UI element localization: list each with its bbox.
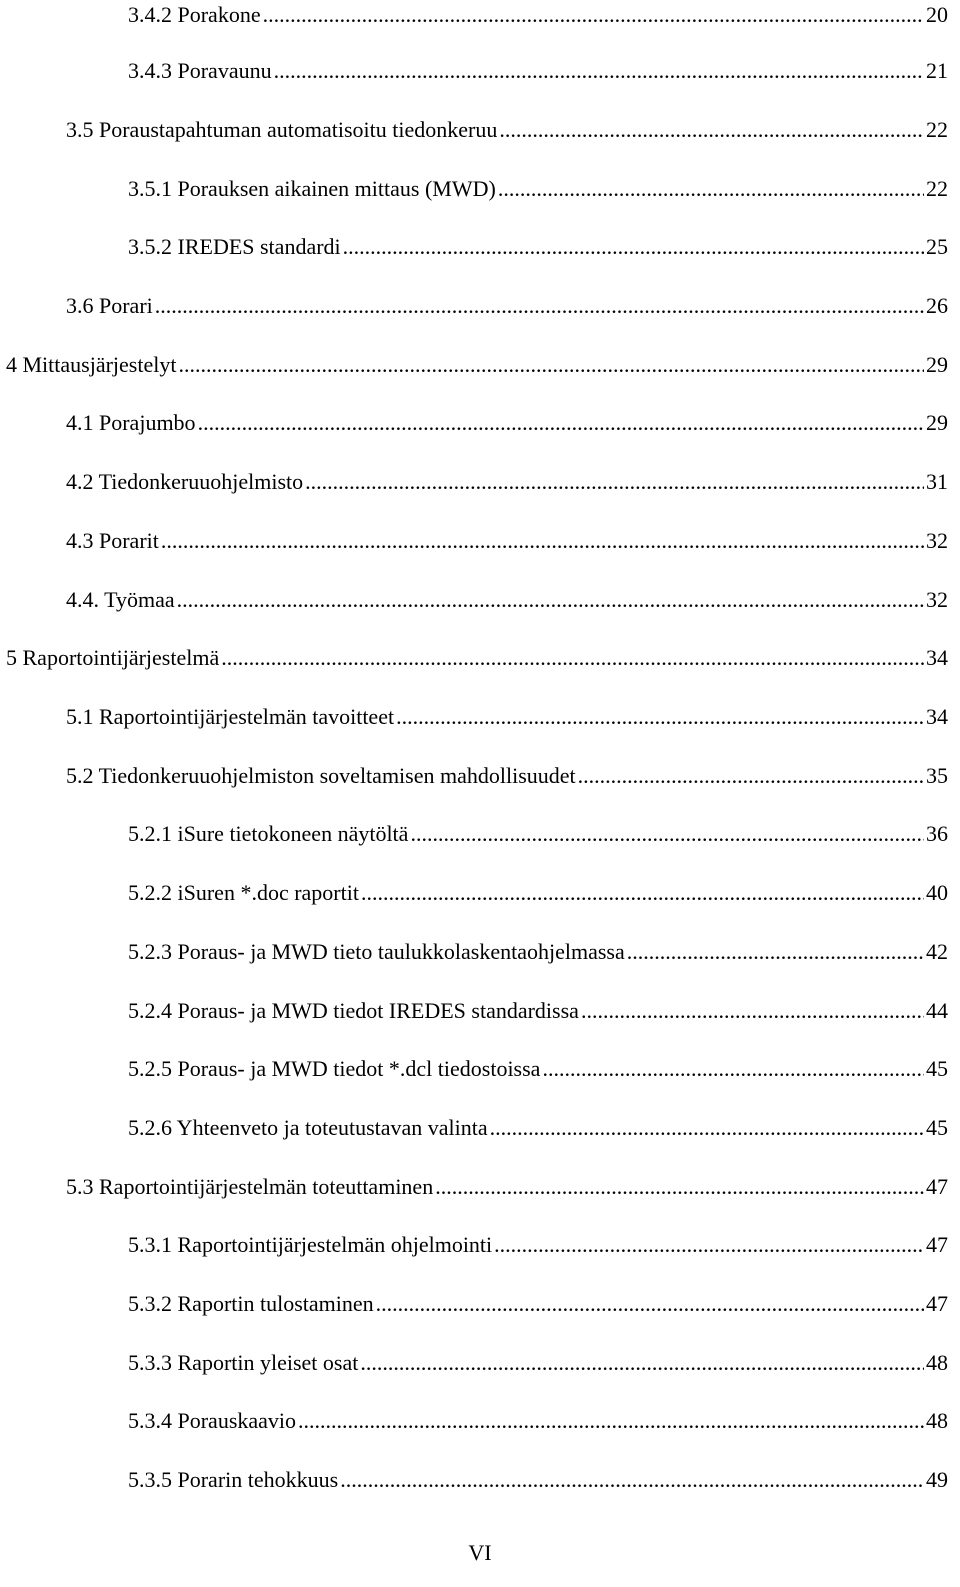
toc-entry-label: 4.3 Porarit	[66, 528, 159, 553]
toc-dot-leader	[343, 232, 924, 262]
toc-entry[interactable]	[0, 1054, 948, 1084]
toc-dot-leader	[360, 1348, 924, 1378]
toc-entry-label: 5.3.4 Porauskaavio	[128, 1408, 297, 1433]
toc-entry[interactable]	[0, 350, 948, 380]
toc-entry-label: 5.2.3 Poraus- ja MWD tieto taulukkolaskentaohjelmassa	[128, 939, 625, 964]
toc-entry-page: 31	[926, 469, 948, 494]
toc-entry-page: 34	[926, 645, 948, 670]
toc-dot-leader	[490, 1113, 924, 1143]
toc-entry-page: 22	[926, 176, 948, 201]
toc-dot-leader	[499, 115, 924, 145]
toc-dot-leader	[494, 1230, 924, 1260]
toc-entry-label: 4.2 Tiedonkeruuohjelmisto	[66, 469, 304, 494]
toc-entry[interactable]	[0, 761, 948, 791]
toc-entry-page: 48	[926, 1350, 948, 1375]
toc-dot-leader	[340, 1465, 924, 1495]
toc-entry[interactable]	[0, 996, 948, 1026]
toc-entry-label: 5.2.1 iSure tietokoneen näytöltä	[128, 821, 409, 846]
toc-entry-page: 32	[926, 587, 948, 612]
toc-dot-leader	[221, 643, 924, 673]
toc-dot-leader	[361, 878, 924, 908]
toc-entry-label: 5.3.2 Raportin tulostaminen	[128, 1291, 374, 1316]
toc-entry-page: 29	[926, 410, 948, 435]
toc-entry-label: 3.5 Poraustapahtuman automatisoitu tiedonkeruu	[66, 117, 498, 142]
toc-entry-page: 40	[926, 880, 948, 905]
toc-dot-leader	[178, 350, 924, 380]
toc-dot-leader	[177, 585, 924, 615]
toc-entry-label: 3.4.2 Porakone	[128, 2, 261, 27]
toc-dot-leader	[298, 1406, 924, 1436]
toc-entry-label: 5.2.4 Poraus- ja MWD tiedot IREDES standardissa	[128, 998, 579, 1023]
toc-entry-label: 5.3 Raportointijärjestelmän toteuttaminen	[66, 1174, 434, 1199]
toc-dot-leader	[410, 819, 924, 849]
toc-entry[interactable]	[0, 702, 948, 732]
toc-entry-page: 47	[926, 1232, 948, 1257]
toc-entry[interactable]	[0, 1230, 948, 1260]
toc-entry[interactable]	[0, 1348, 948, 1378]
toc-entry[interactable]	[0, 291, 948, 321]
toc-dot-leader	[396, 702, 924, 732]
toc-dot-leader	[198, 408, 924, 438]
toc-entry[interactable]	[0, 1113, 948, 1143]
toc-entry[interactable]	[0, 1289, 948, 1319]
toc-dot-leader	[161, 526, 924, 556]
toc-entry[interactable]	[0, 0, 948, 30]
toc-entry-label: 4 Mittausjärjestelyt	[6, 352, 177, 377]
toc-dot-leader	[274, 56, 924, 86]
toc-entry-page: 45	[926, 1115, 948, 1140]
toc-entry[interactable]	[0, 1465, 948, 1495]
toc-dot-leader	[627, 937, 924, 967]
toc-entry-page: 42	[926, 939, 948, 964]
toc-entry-label: 3.5.2 IREDES standardi	[128, 234, 341, 259]
toc-entry-page: 29	[926, 352, 948, 377]
toc-entry-label: 5.3.5 Porarin tehokkuus	[128, 1467, 339, 1492]
toc-dot-leader	[376, 1289, 924, 1319]
toc-entry-page: 22	[926, 117, 948, 142]
toc-entry[interactable]	[0, 56, 948, 86]
toc-entry-page: 26	[926, 293, 948, 318]
toc-entry-page: 21	[926, 58, 948, 83]
toc-entry-page: 47	[926, 1291, 948, 1316]
toc-entry[interactable]	[0, 643, 948, 673]
toc-entry-page: 49	[926, 1467, 948, 1492]
toc-entry-label: 3.6 Porari	[66, 293, 153, 318]
toc-entry[interactable]	[0, 937, 948, 967]
toc-entry-page: 44	[926, 998, 948, 1023]
toc-dot-leader	[581, 996, 924, 1026]
toc-entry-page: 47	[926, 1174, 948, 1199]
toc-entry[interactable]	[0, 819, 948, 849]
toc-entry-page: 35	[926, 763, 948, 788]
toc-entry-label: 5.2.5 Poraus- ja MWD tiedot *.dcl tiedostoissa	[128, 1056, 541, 1081]
toc-entry[interactable]	[0, 467, 948, 497]
toc-entry-label: 4.1 Porajumbo	[66, 410, 196, 435]
toc-entry-label: 5.2.2 iSuren *.doc raportit	[128, 880, 359, 905]
toc-dot-leader	[542, 1054, 924, 1084]
toc-entry-label: 3.5.1 Porauksen aikainen mittaus (MWD)	[128, 176, 496, 201]
toc-entry[interactable]	[0, 526, 948, 556]
toc-entry-label: 5.1 Raportointijärjestelmän tavoitteet	[66, 704, 395, 729]
toc-dot-leader	[578, 761, 924, 791]
toc-entry-label: 5.3.3 Raportin yleiset osat	[128, 1350, 359, 1375]
toc-entry[interactable]	[0, 232, 948, 262]
toc-dot-leader	[305, 467, 924, 497]
toc-entry-page: 32	[926, 528, 948, 553]
toc-entry[interactable]	[0, 1406, 948, 1436]
toc-entry-label: 4.4. Työmaa	[66, 587, 175, 612]
toc-entry[interactable]	[0, 878, 948, 908]
toc-dot-leader	[498, 174, 924, 204]
toc-entry-page: 34	[926, 704, 948, 729]
toc-entry-label: 5.2 Tiedonkeruuohjelmiston soveltamisen mahdollisuudet	[66, 763, 576, 788]
toc-entry[interactable]	[0, 1172, 948, 1202]
toc-entry-label: 3.4.3 Poravaunu	[128, 58, 272, 83]
toc-entry[interactable]	[0, 115, 948, 145]
toc-entry-label: 5.2.6 Yhteenveto ja toteutustavan valinta	[128, 1115, 488, 1140]
toc-entry[interactable]	[0, 174, 948, 204]
toc-entry-label: 5.3.1 Raportointijärjestelmän ohjelmointi	[128, 1232, 493, 1257]
toc-dot-leader	[155, 291, 924, 321]
toc-dot-leader	[263, 0, 924, 30]
toc-entry[interactable]	[0, 585, 948, 615]
toc-entry-page: 48	[926, 1408, 948, 1433]
toc-entry-page: 45	[926, 1056, 948, 1081]
toc-entry-page: 20	[926, 2, 948, 27]
toc-entry-page: 25	[926, 234, 948, 259]
toc-dot-leader	[435, 1172, 924, 1202]
toc-entry[interactable]	[0, 408, 948, 438]
toc-entry-label: 5 Raportointijärjestelmä	[6, 645, 220, 670]
page-number: VI	[468, 1540, 492, 1565]
toc-entry-page: 36	[926, 821, 948, 846]
